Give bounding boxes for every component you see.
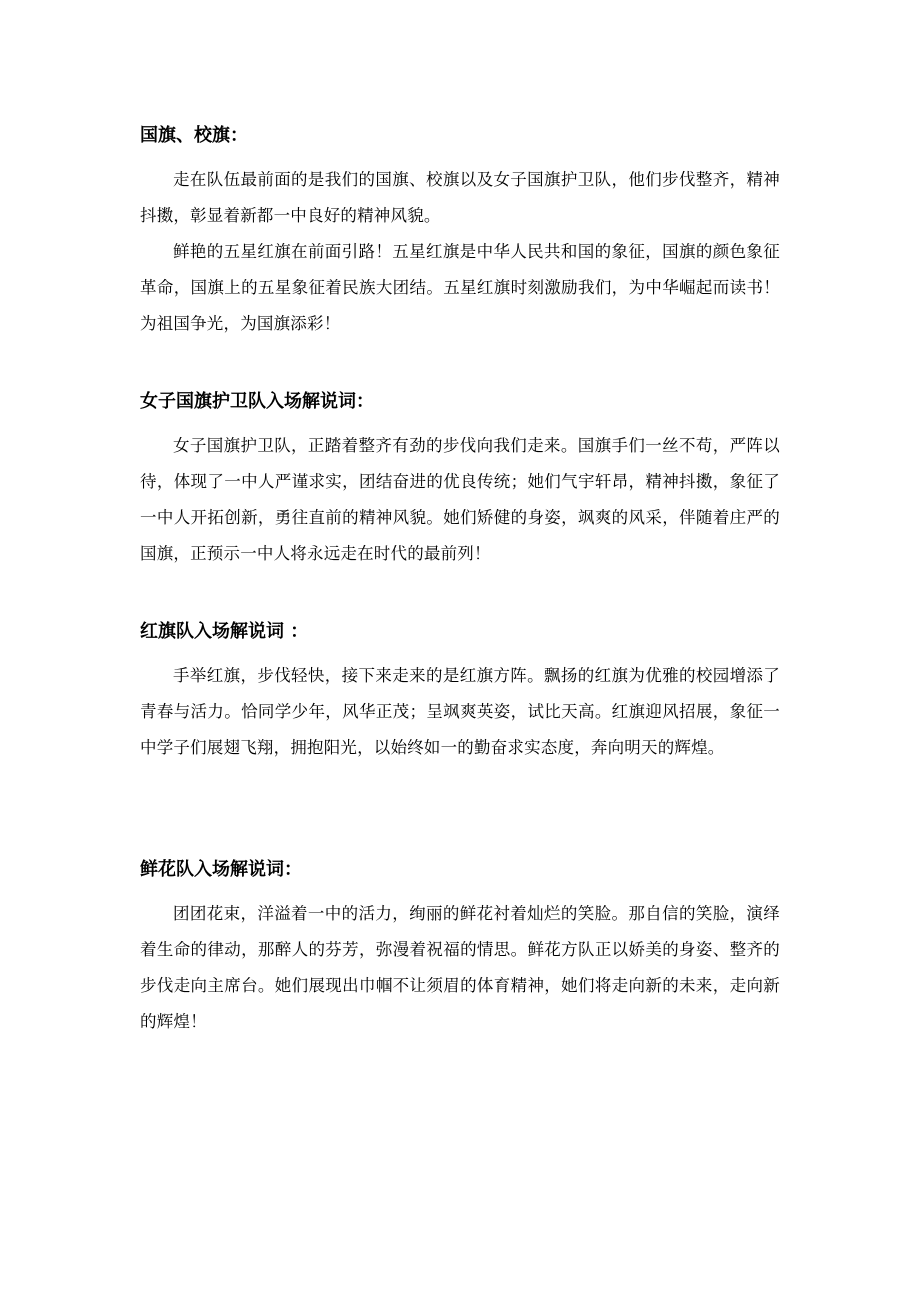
- section-paragraph: 团团花束，洋溢着一中的活力，绚丽的鲜花衬着灿烂的笑脸。那自信的笑脸，演绎着生命的律动，那醉人的芬芳，弥漫着祝福的情思。鲜花方队正以娇美的身姿、整齐的步伐走向主席台。她们展现出巾帼不让须眉的体育精神，她们将走向新的未来，走向新的辉煌！: [140, 904, 780, 1031]
- section-paragraph: 手举红旗，步伐轻快，接下来走来的是红旗方阵。飘扬的红旗为优雅的校园增添了青春与活力。恰同学少年，风华正茂；呈飒爽英姿，试比天高。红旗迎风招展，象征一中学子们展翅飞翔，拥抱阳光，以始终如一的勤奋求实态度，奔向明天的辉煌。: [140, 666, 780, 757]
- section-paragraph: 鲜艳的五星红旗在前面引路！五星红旗是中华人民共和国的象征，国旗的颜色象征革命，国旗上的五星象征着民族大团结。五星红旗时刻激励我们，为中华崛起而读书！为祖国争光，为国旗添彩！: [140, 242, 780, 333]
- section-flower-team: [140, 858, 780, 1040]
- section-paragraph: 女子国旗护卫队，正踏着整齐有劲的步伐向我们走来。国旗手们一丝不苟，严阵以待，体现了一中人严谨求实，团结奋进的优良传统；她们气宇轩昂，精神抖擞，象征了一中人开拓创新，勇往直前的精神风貌。她们矫健的身姿，飒爽的风采，伴随着庄严的国旗，正预示一中人将永远走在时代的最前列！: [140, 436, 780, 563]
- section-heading: 红旗队入场解说词 ：: [140, 621, 309, 642]
- section-heading: 国旗、校旗：: [140, 125, 248, 146]
- section-paragraph: 走在队伍最前面的是我们的国旗、校旗以及女子国旗护卫队，他们步伐整齐，精神抖擞，彰显着新都一中良好的精神风貌。: [140, 170, 780, 225]
- section-red-flag-team: [140, 620, 780, 766]
- section-heading: 女子国旗护卫队入场解说词：: [140, 391, 374, 412]
- section-heading: 鲜花队入场解说词：: [140, 859, 302, 880]
- section-national-school-flag: [140, 124, 780, 342]
- section-female-flag-guard: [140, 390, 780, 572]
